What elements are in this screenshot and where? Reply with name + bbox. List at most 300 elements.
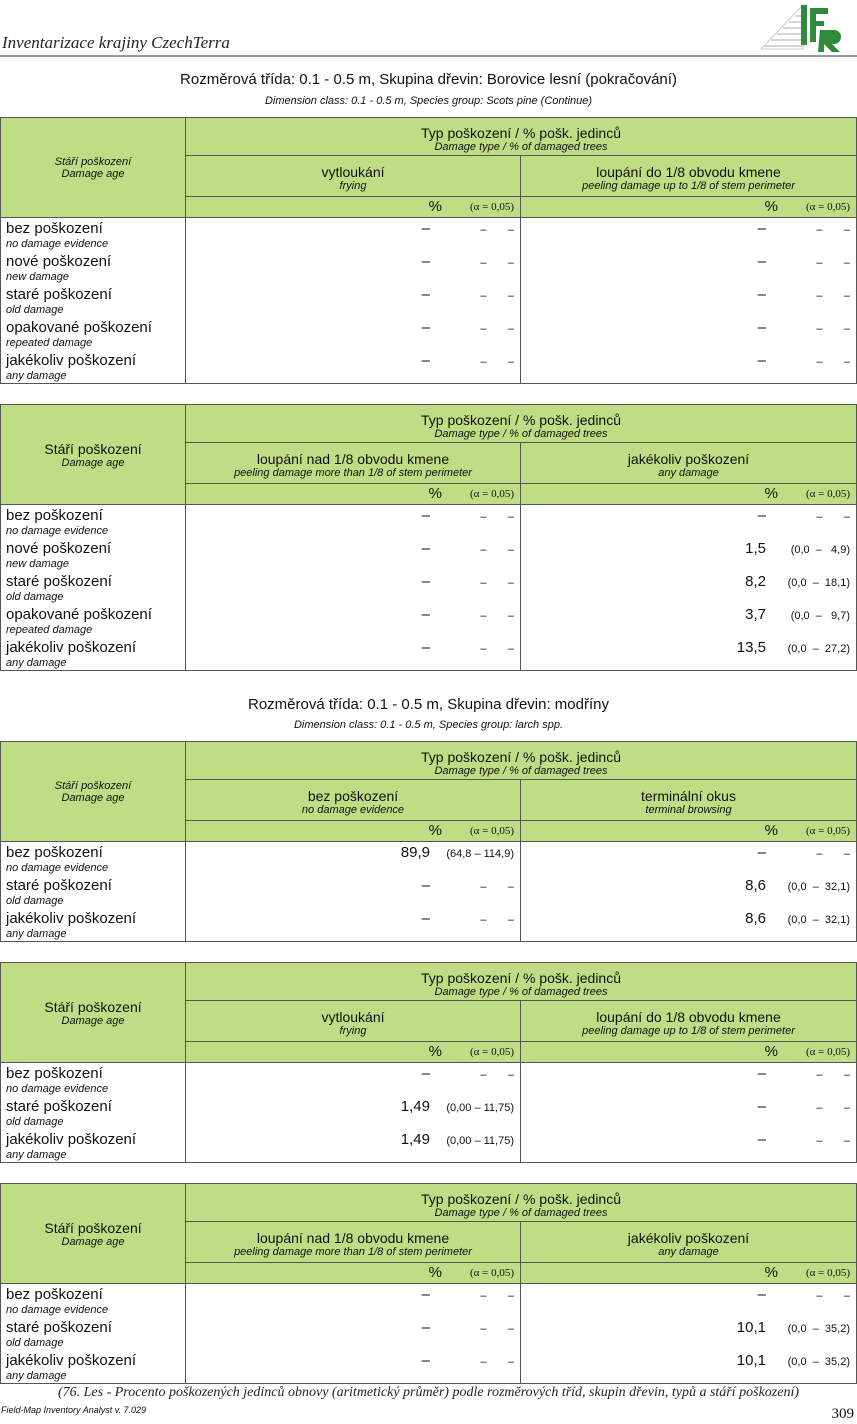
value-cell <box>521 284 857 317</box>
row-label-en: any damage <box>6 1149 67 1161</box>
table-row <box>1 218 857 252</box>
row-label <box>1 284 186 317</box>
column-header-cz: bez poškození <box>307 788 399 804</box>
column-header <box>186 1001 521 1042</box>
confidence-interval: (0,0 – 35,2) <box>787 1323 850 1335</box>
row-label-cz: staré poškození <box>6 1098 112 1115</box>
damage-type-label-en: Damage type / % of damaged trees <box>434 1206 608 1219</box>
row-label-cz: bez poškození <box>6 844 103 861</box>
alpha-label: (α = 0,05) <box>469 825 514 837</box>
damage-type-label-cz: Typ poškození / % pošk. jedinců <box>421 969 621 986</box>
value-cell <box>186 842 521 876</box>
confidence-interval: – – <box>480 1356 514 1368</box>
mean-value: – <box>421 877 430 894</box>
damage-table <box>0 404 857 671</box>
mean-value: 10,1 <box>736 1319 766 1336</box>
confidence-interval: – – <box>816 1290 850 1302</box>
alpha-label: (α = 0,05) <box>469 488 514 500</box>
mean-value: – <box>421 507 430 524</box>
unit-header <box>521 1042 857 1063</box>
header-divider <box>0 55 857 57</box>
confidence-interval: – – <box>816 257 850 269</box>
mean-value: – <box>757 1065 766 1082</box>
mean-value: 13,5 <box>736 639 766 656</box>
confidence-interval: (0,0 – 18,1) <box>787 577 850 589</box>
row-label-en: no damage evidence <box>6 525 109 537</box>
table-caption: (76. Les - Procento poškozených jedinců obnovy (aritmetický průměr) podle rozměrových tříd, skupin dřevin, typů a stáří poškození) <box>57 1385 800 1400</box>
value-cell <box>521 350 857 384</box>
confidence-interval: – – <box>816 1069 850 1081</box>
damage-type-label-en: Damage type / % of damaged trees <box>434 140 608 153</box>
section-title: Rozměrová třída: 0.1 - 0.5 m, Skupina dřevin: modříny <box>248 696 609 713</box>
damage-type-label-en: Damage type / % of damaged trees <box>434 985 608 998</box>
alpha-label: (α = 0,05) <box>469 1267 514 1279</box>
column-header-en: no damage evidence <box>301 804 405 816</box>
value-cell <box>521 1284 857 1318</box>
percent-label: % <box>764 198 778 215</box>
column-header-cz: vytloukání <box>321 1009 385 1025</box>
row-label-cz: opakované poškození <box>6 319 152 336</box>
unit-header <box>186 1042 521 1063</box>
row-label-cz: opakované poškození <box>6 606 152 623</box>
damage-age-header <box>1 1184 186 1284</box>
percent-label: % <box>428 1043 442 1060</box>
damage-table <box>0 741 857 942</box>
percent-label: % <box>764 1264 778 1281</box>
alpha-label: (α = 0,05) <box>469 1046 514 1058</box>
column-header-en: peeling damage up to 1/8 of stem perimeter <box>582 1025 795 1037</box>
percent-label: % <box>428 822 442 839</box>
row-label-cz: jakékoliv poškození <box>6 352 137 369</box>
header-row <box>1 118 857 156</box>
column-header <box>186 156 521 197</box>
row-label-en: no damage evidence <box>6 238 109 250</box>
value-cell <box>521 571 857 604</box>
mean-value: – <box>757 844 766 861</box>
column-header-en: peeling damage up to 1/8 of stem perimeter <box>582 180 795 192</box>
page-number: 309 <box>831 1406 854 1422</box>
value-cell <box>186 1129 521 1163</box>
value-cell <box>186 251 521 284</box>
column-header <box>186 1222 521 1263</box>
mean-value: 8,6 <box>745 877 766 894</box>
column-header-cz: loupání nad 1/8 obvodu kmene <box>256 1230 450 1246</box>
column-header-cz: loupání nad 1/8 obvodu kmene <box>256 451 450 467</box>
ifer-logo-icon <box>757 2 855 52</box>
value-cell <box>521 604 857 637</box>
value-cell <box>521 637 857 671</box>
row-label-en: any damage <box>6 370 67 382</box>
unit-header <box>521 821 857 842</box>
table-row <box>1 842 857 876</box>
damage-table <box>0 962 857 1163</box>
mean-value: – <box>421 1065 430 1082</box>
row-label-cz: staré poškození <box>6 286 112 303</box>
column-header <box>521 780 857 821</box>
damage-age-label-cz: Stáří poškození <box>44 440 142 457</box>
value-cell <box>186 284 521 317</box>
table-row <box>1 1284 857 1318</box>
table-row <box>1 1129 857 1163</box>
table-row <box>1 637 857 671</box>
mean-value: – <box>757 1131 766 1148</box>
confidence-interval: – – <box>816 511 850 523</box>
table-row <box>1 1317 857 1350</box>
confidence-interval: – – <box>816 224 850 236</box>
damage-type-header <box>186 405 857 443</box>
confidence-interval: (0,0 – 32,1) <box>787 914 850 926</box>
column-header <box>521 1222 857 1263</box>
damage-type-header <box>186 1184 857 1222</box>
mean-value: – <box>421 1352 430 1369</box>
row-label-en: old damage <box>6 591 64 603</box>
column-header-cz: loupání do 1/8 obvodu kmene <box>596 1009 781 1025</box>
unit-header <box>186 821 521 842</box>
mean-value: – <box>421 286 430 303</box>
mean-value: 1,49 <box>400 1098 430 1115</box>
mean-value: 8,2 <box>745 573 766 590</box>
column-header-en: terminal browsing <box>645 804 732 816</box>
confidence-interval: (0,00 – 11,75) <box>446 1102 514 1114</box>
mean-value: 3,7 <box>745 606 766 623</box>
damage-age-header <box>1 963 186 1063</box>
percent-label: % <box>764 1043 778 1060</box>
value-cell <box>521 1063 857 1097</box>
mean-value: – <box>421 573 430 590</box>
table-row <box>1 251 857 284</box>
damage-age-header <box>1 405 186 505</box>
table-row <box>1 505 857 539</box>
damage-type-label-en: Damage type / % of damaged trees <box>434 427 608 440</box>
percent-label: % <box>428 198 442 215</box>
column-header-en: any damage <box>658 1246 719 1258</box>
row-label <box>1 505 186 539</box>
value-cell <box>186 1096 521 1129</box>
damage-table <box>0 117 857 384</box>
damage-age-label-en: Damage age <box>61 791 125 804</box>
row-label-cz: staré poškození <box>6 877 112 894</box>
column-header-en: any damage <box>658 467 719 479</box>
row-label-en: old damage <box>6 1337 64 1349</box>
value-cell <box>186 1284 521 1318</box>
mean-value: 10,1 <box>736 1352 766 1369</box>
table-row <box>1 350 857 384</box>
confidence-interval: – – <box>816 323 850 335</box>
column-header-cz: jakékoliv poškození <box>627 451 750 467</box>
value-cell <box>521 1317 857 1350</box>
percent-label: % <box>764 822 778 839</box>
confidence-interval: – – <box>480 356 514 368</box>
table-row <box>1 538 857 571</box>
row-label-en: any damage <box>6 657 67 669</box>
row-label-cz: staré poškození <box>6 1319 112 1336</box>
confidence-interval: – – <box>480 257 514 269</box>
row-label-cz: jakékoliv poškození <box>6 910 137 927</box>
row-label <box>1 218 186 252</box>
mean-value: – <box>421 220 430 237</box>
confidence-interval: – – <box>480 914 514 926</box>
column-header <box>186 780 521 821</box>
value-cell <box>186 350 521 384</box>
damage-age-header <box>1 118 186 218</box>
row-label-en: no damage evidence <box>6 1083 109 1095</box>
mean-value: – <box>421 352 430 369</box>
mean-value: – <box>757 1098 766 1115</box>
column-header-en: peeling damage more than 1/8 of stem perimeter <box>234 467 472 479</box>
mean-value: 1,49 <box>400 1131 430 1148</box>
table-row <box>1 1350 857 1384</box>
damage-type-header <box>186 963 857 1001</box>
table-row <box>1 571 857 604</box>
row-label-en: old damage <box>6 1116 64 1128</box>
confidence-interval: – – <box>480 290 514 302</box>
mean-value: – <box>757 1286 766 1303</box>
unit-header <box>521 484 857 505</box>
value-cell <box>521 908 857 942</box>
value-cell <box>521 538 857 571</box>
value-cell <box>521 1096 857 1129</box>
software-version: Field-Map Inventory Analyst v. 7.029 <box>1 1405 147 1415</box>
damage-age-label-cz: Stáří poškození <box>44 998 142 1015</box>
header-row <box>1 742 857 780</box>
row-label-cz: bez poškození <box>6 1065 103 1082</box>
row-label <box>1 571 186 604</box>
header-row <box>1 405 857 443</box>
row-label-en: old damage <box>6 304 64 316</box>
value-cell <box>186 1063 521 1097</box>
table-row <box>1 908 857 942</box>
row-label <box>1 1063 186 1097</box>
value-cell <box>186 604 521 637</box>
damage-type-label-cz: Typ poškození / % pošk. jedinců <box>421 748 621 765</box>
confidence-interval: – – <box>816 1102 850 1114</box>
mean-value: – <box>421 319 430 336</box>
damage-age-label-en: Damage age <box>61 1235 125 1248</box>
confidence-interval: (0,0 – 27,2) <box>787 643 850 655</box>
header-row <box>1 963 857 1001</box>
value-cell <box>186 538 521 571</box>
row-label-en: old damage <box>6 895 64 907</box>
column-header-en: frying <box>339 1025 367 1037</box>
confidence-interval: – – <box>816 848 850 860</box>
confidence-interval: (0,0 – 32,1) <box>787 881 850 893</box>
confidence-interval: – – <box>480 1323 514 1335</box>
mean-value: – <box>421 540 430 557</box>
value-cell <box>186 218 521 252</box>
alpha-label: (α = 0,05) <box>805 488 850 500</box>
row-label-en: new damage <box>6 271 69 283</box>
confidence-interval: – – <box>480 1069 514 1081</box>
row-label <box>1 1350 186 1384</box>
row-label <box>1 908 186 942</box>
confidence-interval: (0,0 – 35,2) <box>787 1356 850 1368</box>
row-label <box>1 317 186 350</box>
confidence-interval: (0,0 – 4,9) <box>790 544 850 556</box>
confidence-interval: – – <box>816 290 850 302</box>
row-label-cz: nové poškození <box>6 253 112 270</box>
mean-value: – <box>757 352 766 369</box>
row-label <box>1 1129 186 1163</box>
mean-value: 1,5 <box>745 540 766 557</box>
alpha-label: (α = 0,05) <box>805 1267 850 1279</box>
table-row <box>1 1096 857 1129</box>
damage-type-header <box>186 118 857 156</box>
row-label <box>1 842 186 876</box>
section-subtitle: Dimension class: 0.1 - 0.5 m, Species group: larch spp. <box>293 719 563 731</box>
row-label-cz: nové poškození <box>6 540 112 557</box>
document-title: Inventarizace krajiny CzechTerra <box>2 33 230 52</box>
value-cell <box>521 1129 857 1163</box>
row-label-cz: bez poškození <box>6 220 103 237</box>
column-header-en: peeling damage more than 1/8 of stem perimeter <box>234 1246 472 1258</box>
table-row <box>1 284 857 317</box>
confidence-interval: – – <box>480 1290 514 1302</box>
row-label-cz: jakékoliv poškození <box>6 1131 137 1148</box>
mean-value: – <box>757 286 766 303</box>
unit-header <box>186 197 521 218</box>
mean-value: – <box>421 1286 430 1303</box>
row-label-en: any damage <box>6 1370 67 1382</box>
value-cell <box>521 317 857 350</box>
row-label <box>1 1317 186 1350</box>
column-header <box>521 1001 857 1042</box>
row-label-en: repeated damage <box>6 624 93 636</box>
row-label <box>1 875 186 908</box>
row-label-en: no damage evidence <box>6 862 109 874</box>
mean-value: – <box>757 319 766 336</box>
row-label-en: no damage evidence <box>6 1304 109 1316</box>
table-row <box>1 317 857 350</box>
row-label <box>1 1284 186 1318</box>
row-label <box>1 637 186 671</box>
mean-value: – <box>757 507 766 524</box>
damage-age-label-cz: Stáří poškození <box>54 779 132 792</box>
value-cell <box>521 505 857 539</box>
confidence-interval: – – <box>480 610 514 622</box>
value-cell <box>521 218 857 252</box>
confidence-interval: – – <box>816 1135 850 1147</box>
confidence-interval: – – <box>816 356 850 368</box>
damage-type-label-cz: Typ poškození / % pošk. jedinců <box>421 124 621 141</box>
row-label-en: repeated damage <box>6 337 93 349</box>
mean-value: – <box>757 253 766 270</box>
mean-value: – <box>421 910 430 927</box>
alpha-label: (α = 0,05) <box>805 201 850 213</box>
confidence-interval: – – <box>480 643 514 655</box>
value-cell <box>186 1350 521 1384</box>
value-cell <box>521 251 857 284</box>
row-label-cz: jakékoliv poškození <box>6 1352 137 1369</box>
value-cell <box>186 571 521 604</box>
section-subtitle: Dimension class: 0.1 - 0.5 m, Species group: Scots pine (Continue) <box>264 95 593 107</box>
unit-header <box>186 1263 521 1284</box>
confidence-interval: – – <box>480 323 514 335</box>
column-header-cz: vytloukání <box>321 164 385 180</box>
row-label-cz: bez poškození <box>6 507 103 524</box>
column-header-cz: jakékoliv poškození <box>627 1230 750 1246</box>
value-cell <box>521 1350 857 1384</box>
column-header <box>521 443 857 484</box>
row-label <box>1 538 186 571</box>
damage-age-label-en: Damage age <box>61 167 125 180</box>
value-cell <box>186 637 521 671</box>
confidence-interval: (64,8 – 114,9) <box>446 848 514 860</box>
damage-age-header <box>1 742 186 842</box>
damage-age-label-en: Damage age <box>61 1014 125 1027</box>
value-cell <box>521 842 857 876</box>
column-header-en: frying <box>339 180 367 192</box>
alpha-label: (α = 0,05) <box>469 201 514 213</box>
value-cell <box>186 875 521 908</box>
table-row <box>1 1063 857 1097</box>
row-label <box>1 251 186 284</box>
row-label-cz: staré poškození <box>6 573 112 590</box>
damage-type-label-cz: Typ poškození / % pošk. jedinců <box>421 411 621 428</box>
mean-value: – <box>421 606 430 623</box>
confidence-interval: – – <box>480 881 514 893</box>
damage-type-label-cz: Typ poškození / % pošk. jedinců <box>421 1190 621 1207</box>
confidence-interval: – – <box>480 224 514 236</box>
unit-header <box>521 1263 857 1284</box>
mean-value: – <box>421 1319 430 1336</box>
column-header <box>521 156 857 197</box>
percent-label: % <box>764 485 778 502</box>
damage-table <box>0 1183 857 1384</box>
confidence-interval: (0,00 – 11,75) <box>446 1135 514 1147</box>
row-label-en: new damage <box>6 558 69 570</box>
header-row <box>1 1184 857 1222</box>
column-header-cz: terminální okus <box>641 788 736 804</box>
confidence-interval: – – <box>480 577 514 589</box>
damage-age-label-en: Damage age <box>61 456 125 469</box>
row-label-en: any damage <box>6 928 67 940</box>
column-header-cz: loupání do 1/8 obvodu kmene <box>596 164 781 180</box>
table-row <box>1 875 857 908</box>
value-cell <box>521 875 857 908</box>
table-row <box>1 604 857 637</box>
column-header <box>186 443 521 484</box>
mean-value: – <box>421 639 430 656</box>
confidence-interval: – – <box>480 544 514 556</box>
damage-age-label-cz: Stáří poškození <box>44 1219 142 1236</box>
mean-value: 8,6 <box>745 910 766 927</box>
unit-header <box>521 197 857 218</box>
mean-value: – <box>421 253 430 270</box>
row-label <box>1 604 186 637</box>
row-label-cz: bez poškození <box>6 1286 103 1303</box>
value-cell <box>186 908 521 942</box>
confidence-interval: (0,0 – 9,7) <box>790 610 850 622</box>
row-label <box>1 1096 186 1129</box>
value-cell <box>186 505 521 539</box>
percent-label: % <box>428 1264 442 1281</box>
section-title: Rozměrová třída: 0.1 - 0.5 m, Skupina dřevin: Borovice lesní (pokračování) <box>180 71 677 88</box>
percent-label: % <box>428 485 442 502</box>
row-label <box>1 350 186 384</box>
confidence-interval: – – <box>480 511 514 523</box>
damage-type-label-en: Damage type / % of damaged trees <box>434 764 608 777</box>
unit-header <box>186 484 521 505</box>
damage-type-header <box>186 742 857 780</box>
alpha-label: (α = 0,05) <box>805 1046 850 1058</box>
value-cell <box>186 1317 521 1350</box>
value-cell <box>186 317 521 350</box>
mean-value: – <box>757 220 766 237</box>
row-label-cz: jakékoliv poškození <box>6 639 137 656</box>
alpha-label: (α = 0,05) <box>805 825 850 837</box>
damage-age-label-cz: Stáří poškození <box>54 155 132 168</box>
mean-value: 89,9 <box>400 844 430 861</box>
